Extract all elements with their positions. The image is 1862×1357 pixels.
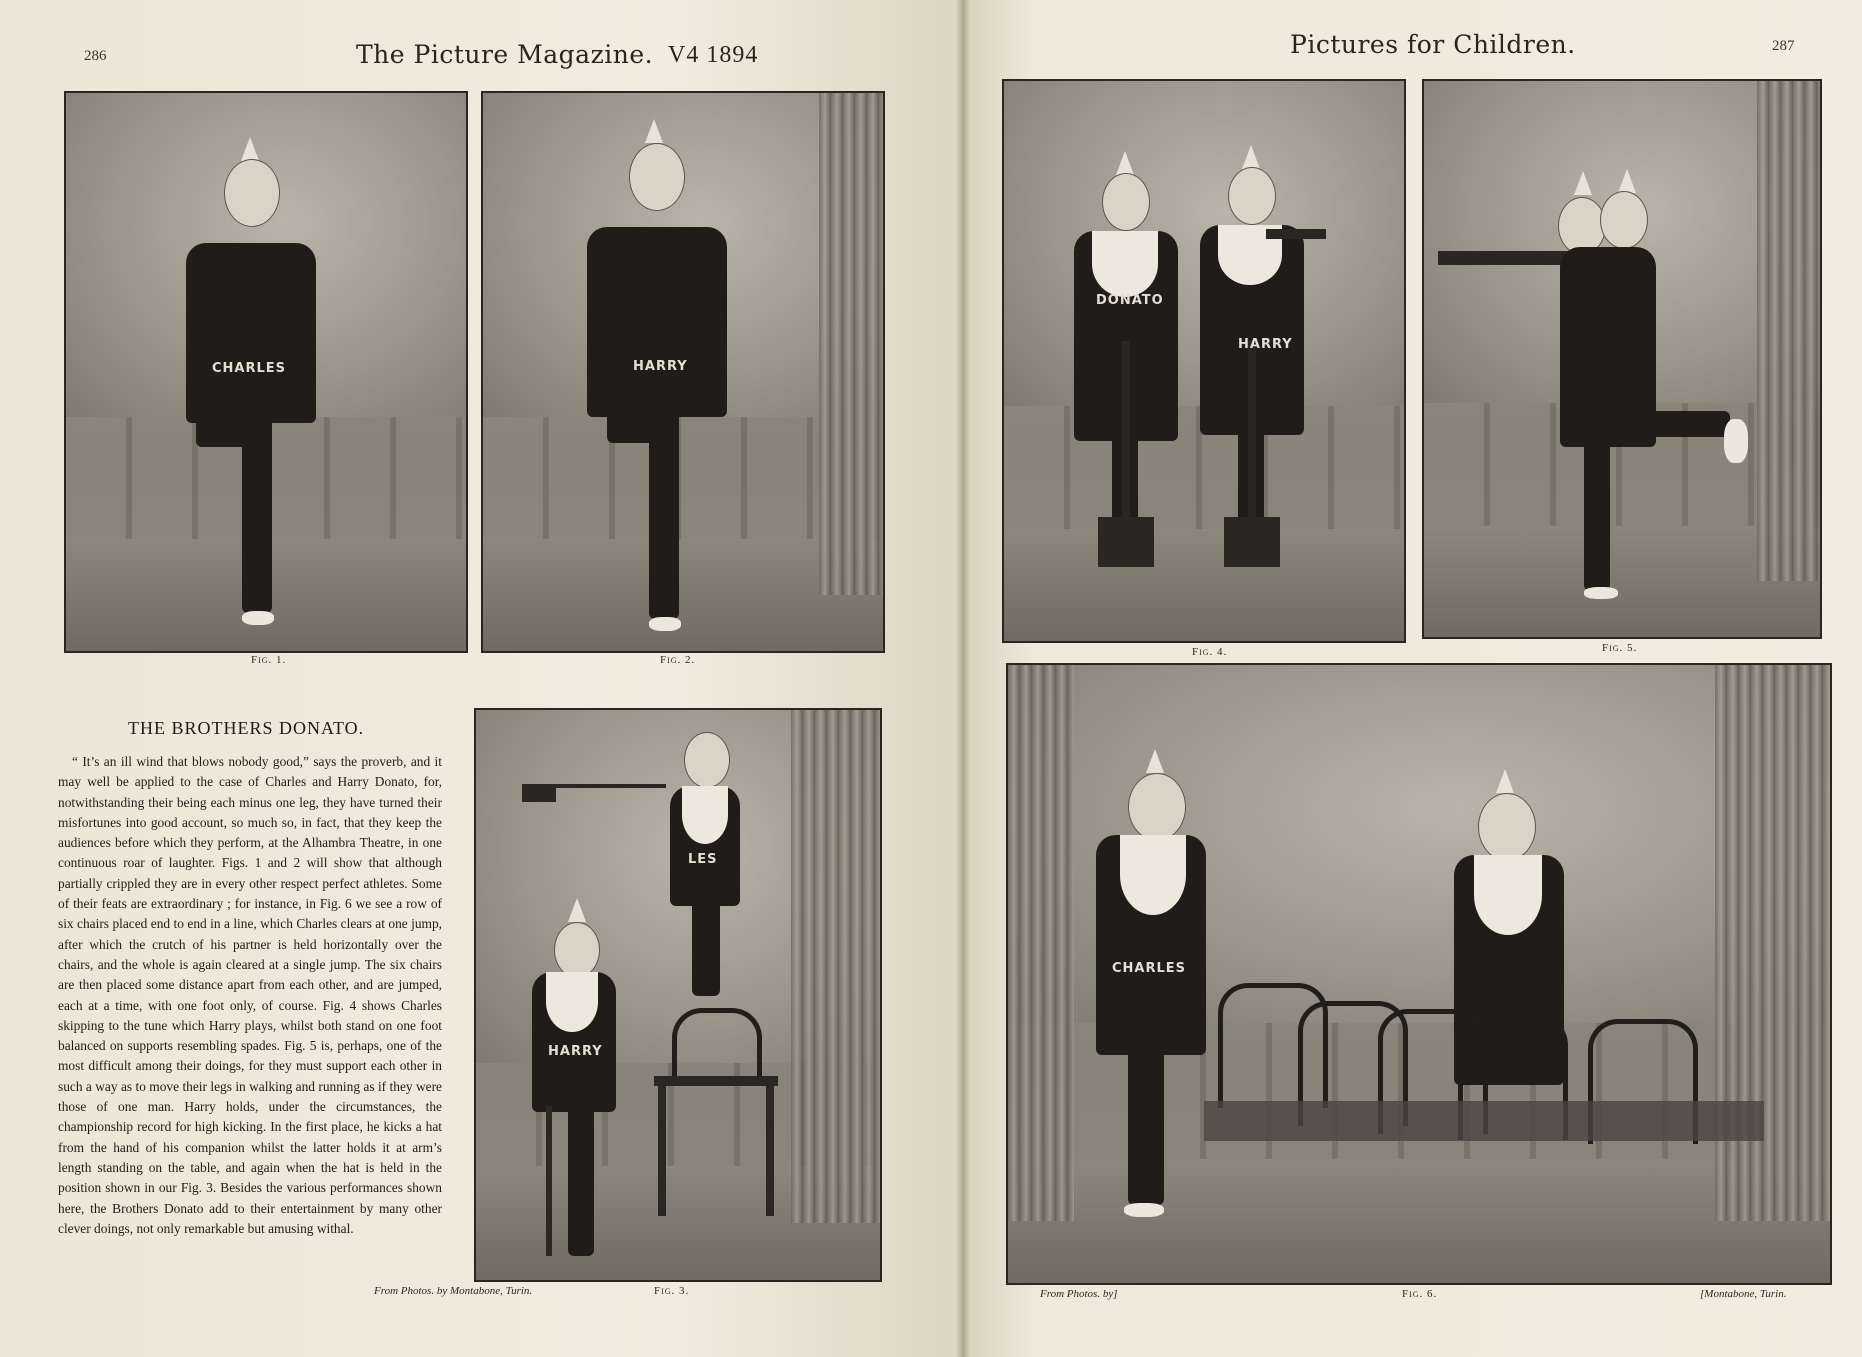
belt-label-harry-fig4: HARRY — [1238, 337, 1293, 352]
photo-fig-1 — [64, 91, 468, 653]
article-paragraph: “ It’s an ill wind that blows nobody good,” says the proverb, and it may well be applied to the case of Charles and Harry Donato, for, notwithstanding their being each minus one leg, they have turned their misfortunes into good account, so much so, in fact, that they keep the audiences before which they perform, at the Alhambra Theatre, in one continuous roar of laughter. Figs. 1 and 2 will show that although partially crippled they are in every other respect perfect athletes. Some of their feats are extraordinary ; for instance, in Fig. 6 we see a row of six chairs placed end to end in a line, which Charles clears at one jump, after which the crutch of his partner is held horizontally over the chairs, and the whole is again cleared at a single jump. The six chairs are then placed some distance apart from each other, and are jumped, each at a time, with one foot only, of course. Fig. 4 shows Charles skipping to the tune which Harry plays, whilst both stand on one foot balanced on supports resembling spades. Fig. 5 is, perhaps, one of the most difficult among their doings, for they must support each other in such a way as to move their legs in walking and running as if they were those of one man. Harry holds, under the circumstances, the championship record for high kicking. In the first place, he kicks a hat from the hand of his companion whilst the latter holds it at arm’s length standing on the table, and again when the hat is held in the position shown in our Fig. 3. Besides the various performances shown here, the Brothers Donato add to their entertainment by many other clever doings, not only remarkable but amusing withal. — [58, 754, 442, 1236]
volume-label: V4 1894 — [668, 42, 759, 68]
belt-label-charles: CHARLES — [212, 361, 287, 376]
caption-fig-3: Fig. 3. — [654, 1285, 690, 1297]
photo-fig-3 — [474, 708, 882, 1282]
article-body — [58, 752, 442, 1239]
caption-fig-5: Fig. 5. — [1602, 642, 1638, 654]
performer-harry — [483, 93, 883, 651]
photo-fig-2 — [481, 91, 885, 653]
caption-fig-6: Fig. 6. — [1402, 1288, 1438, 1300]
caption-fig-4: Fig. 4. — [1192, 646, 1228, 658]
performer-charles — [66, 93, 466, 651]
left-page-number: 286 — [84, 48, 107, 64]
belt-label-harry: HARRY — [633, 359, 688, 374]
right-page-number: 287 — [1772, 38, 1795, 54]
right-credit-left: From Photos. by] — [1040, 1288, 1118, 1300]
left-photo-credit: From Photos. by Montabone, Turin. — [374, 1285, 533, 1297]
performers-hat-trick — [476, 710, 880, 1280]
belt-label-charles-fig6: CHARLES — [1112, 961, 1187, 976]
photo-fig-4 — [1002, 79, 1406, 643]
performers-chair-jump — [1008, 665, 1830, 1283]
left-running-title: The Picture Magazine. — [356, 40, 654, 69]
belt-label-fig3-bottom: HARRY — [548, 1044, 603, 1059]
caption-fig-2: Fig. 2. — [660, 654, 696, 666]
article-title: THE BROTHERS DONATO. — [128, 718, 365, 738]
photo-fig-6 — [1006, 663, 1832, 1285]
right-page — [962, 0, 1862, 1357]
performers-skipping — [1004, 81, 1404, 641]
performers-walking-together — [1424, 81, 1820, 637]
right-running-title: Pictures for Children. — [1290, 30, 1576, 59]
belt-label-fig3-top: LES — [688, 852, 718, 867]
belt-label-donato: DONATO — [1096, 293, 1164, 308]
book-gutter — [956, 0, 970, 1357]
photo-fig-5 — [1422, 79, 1822, 639]
caption-fig-1: Fig. 1. — [251, 654, 287, 666]
right-credit-right: [Montabone, Turin. — [1700, 1288, 1787, 1300]
